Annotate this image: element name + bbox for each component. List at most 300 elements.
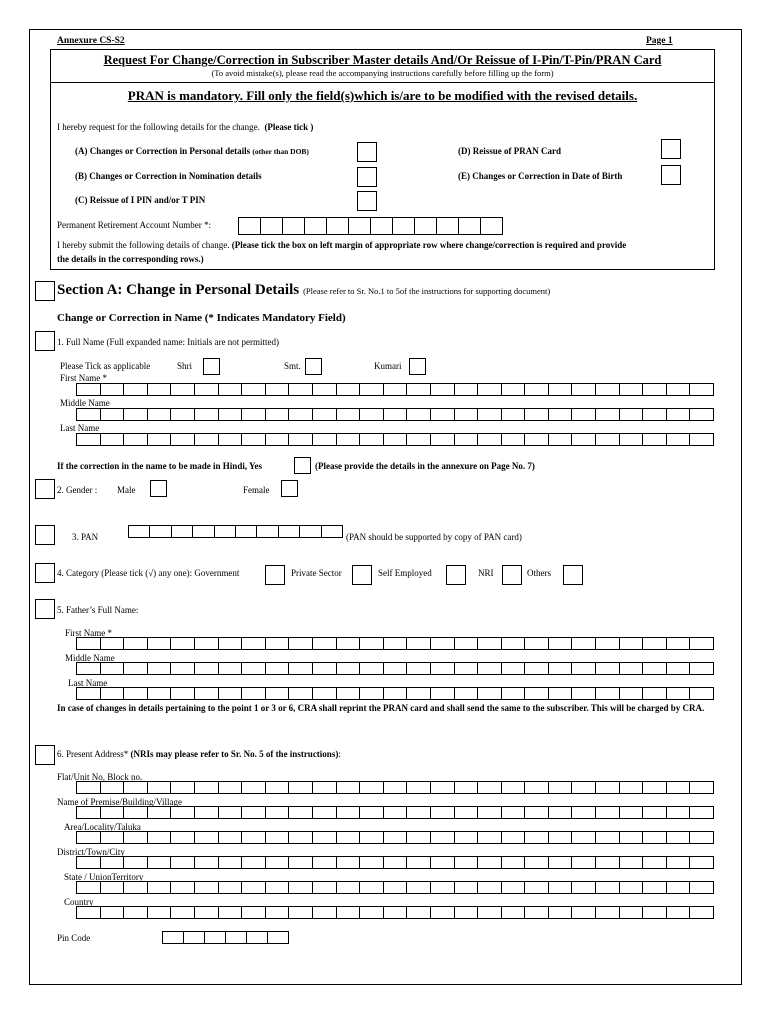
char-box[interactable] [407,906,431,919]
char-box[interactable] [163,931,184,944]
char-box[interactable] [478,881,502,894]
char-box[interactable] [289,687,313,700]
char-box[interactable] [596,637,620,650]
char-box[interactable] [77,781,101,794]
char-box[interactable] [549,687,573,700]
char-box[interactable] [690,637,714,650]
char-box[interactable] [239,217,261,235]
char-box[interactable] [171,662,195,675]
char-box[interactable] [620,662,644,675]
char-box[interactable] [596,687,620,700]
char-box[interactable] [266,408,290,421]
char-box[interactable] [360,687,384,700]
char-box[interactable] [620,856,644,869]
char-box[interactable] [242,662,266,675]
char-box[interactable] [101,906,125,919]
char-box[interactable] [101,433,125,446]
char-box[interactable] [690,662,714,675]
char-box[interactable] [171,906,195,919]
char-box[interactable] [171,687,195,700]
char-box[interactable] [150,525,171,538]
char-box[interactable] [620,637,644,650]
char-box[interactable] [407,637,431,650]
char-box[interactable] [620,781,644,794]
char-box[interactable] [289,806,313,819]
char-box[interactable] [667,781,691,794]
char-box[interactable] [667,433,691,446]
char-box[interactable] [407,383,431,396]
char-box[interactable] [478,781,502,794]
char-box[interactable] [219,408,243,421]
char-box[interactable] [195,637,219,650]
char-box[interactable] [431,906,455,919]
char-box[interactable] [226,931,247,944]
char-box[interactable] [313,806,337,819]
nri-checkbox[interactable] [502,565,522,585]
char-box[interactable] [77,383,101,396]
char-box[interactable] [266,781,290,794]
char-box[interactable] [101,383,125,396]
char-box[interactable] [360,856,384,869]
char-box[interactable] [337,806,361,819]
char-box[interactable] [572,856,596,869]
char-box[interactable] [242,433,266,446]
char-box[interactable] [257,525,278,538]
char-box[interactable] [124,806,148,819]
address-checkbox[interactable] [35,745,55,765]
char-box[interactable] [337,856,361,869]
char-box[interactable] [643,662,667,675]
char-box[interactable] [77,806,101,819]
government-checkbox[interactable] [265,565,285,585]
char-box[interactable] [101,687,125,700]
char-box[interactable] [337,433,361,446]
char-box[interactable] [124,856,148,869]
char-box[interactable] [620,433,644,446]
char-box[interactable] [289,831,313,844]
char-box[interactable] [384,637,408,650]
char-box[interactable] [266,662,290,675]
char-box[interactable] [242,687,266,700]
char-box[interactable] [360,906,384,919]
char-box[interactable] [349,217,371,235]
last-name-grid[interactable] [76,433,714,446]
char-box[interactable] [549,806,573,819]
char-box[interactable] [242,637,266,650]
char-box[interactable] [407,433,431,446]
char-box[interactable] [572,662,596,675]
char-box[interactable] [313,781,337,794]
char-box[interactable] [337,831,361,844]
char-box[interactable] [195,881,219,894]
char-box[interactable] [667,881,691,894]
char-box[interactable] [620,906,644,919]
char-box[interactable] [171,856,195,869]
char-box[interactable] [219,637,243,650]
char-box[interactable] [313,408,337,421]
father-first-name-grid[interactable] [76,637,714,650]
char-box[interactable] [124,408,148,421]
char-box[interactable] [266,906,290,919]
char-box[interactable] [266,856,290,869]
char-box[interactable] [77,831,101,844]
char-box[interactable] [219,687,243,700]
char-box[interactable] [289,433,313,446]
char-box[interactable] [455,781,479,794]
char-box[interactable] [77,433,101,446]
char-box[interactable] [478,687,502,700]
char-box[interactable] [266,637,290,650]
char-box[interactable] [148,637,172,650]
char-box[interactable] [549,781,573,794]
char-box[interactable] [124,881,148,894]
char-box[interactable] [101,781,125,794]
char-box[interactable] [525,831,549,844]
char-box[interactable] [77,408,101,421]
char-box[interactable] [289,383,313,396]
char-box[interactable] [219,662,243,675]
char-box[interactable] [437,217,459,235]
char-box[interactable] [407,781,431,794]
char-box[interactable] [242,881,266,894]
char-box[interactable] [572,637,596,650]
char-box[interactable] [431,383,455,396]
char-box[interactable] [289,906,313,919]
char-box[interactable] [431,637,455,650]
char-box[interactable] [219,433,243,446]
char-box[interactable] [525,806,549,819]
char-box[interactable] [101,831,125,844]
char-box[interactable] [431,662,455,675]
char-box[interactable] [407,881,431,894]
char-box[interactable] [101,637,125,650]
char-box[interactable] [205,931,226,944]
char-box[interactable] [305,217,327,235]
char-box[interactable] [337,408,361,421]
char-box[interactable] [620,687,644,700]
char-box[interactable] [289,662,313,675]
char-box[interactable] [596,906,620,919]
char-box[interactable] [337,906,361,919]
char-box[interactable] [195,806,219,819]
char-box[interactable] [478,662,502,675]
option-d-checkbox[interactable] [661,139,681,159]
char-box[interactable] [124,906,148,919]
char-box[interactable] [667,637,691,650]
char-box[interactable] [171,637,195,650]
premise-grid[interactable] [76,806,714,819]
char-box[interactable] [236,525,257,538]
char-box[interactable] [283,217,305,235]
char-box[interactable] [478,408,502,421]
char-box[interactable] [360,781,384,794]
char-box[interactable] [643,831,667,844]
char-box[interactable] [572,806,596,819]
char-box[interactable] [77,637,101,650]
char-box[interactable] [643,881,667,894]
char-box[interactable] [690,433,714,446]
char-box[interactable] [313,433,337,446]
char-box[interactable] [572,433,596,446]
char-box[interactable] [667,662,691,675]
char-box[interactable] [184,931,205,944]
char-box[interactable] [360,637,384,650]
char-box[interactable] [549,906,573,919]
char-box[interactable] [620,408,644,421]
char-box[interactable] [360,881,384,894]
char-box[interactable] [407,831,431,844]
char-box[interactable] [455,831,479,844]
char-box[interactable] [455,856,479,869]
char-box[interactable] [596,408,620,421]
char-box[interactable] [572,881,596,894]
char-box[interactable] [266,806,290,819]
char-box[interactable] [549,856,573,869]
char-box[interactable] [431,781,455,794]
char-box[interactable] [667,906,691,919]
char-box[interactable] [219,806,243,819]
char-box[interactable] [219,881,243,894]
char-box[interactable] [643,383,667,396]
char-box[interactable] [195,687,219,700]
char-box[interactable] [384,806,408,819]
char-box[interactable] [690,881,714,894]
char-box[interactable] [455,408,479,421]
option-e-checkbox[interactable] [661,165,681,185]
char-box[interactable] [690,806,714,819]
char-box[interactable] [431,806,455,819]
char-box[interactable] [242,408,266,421]
char-box[interactable] [337,881,361,894]
char-box[interactable] [407,662,431,675]
char-box[interactable] [525,906,549,919]
char-box[interactable] [502,831,526,844]
char-box[interactable] [690,856,714,869]
char-box[interactable] [643,687,667,700]
private-sector-checkbox[interactable] [352,565,372,585]
char-box[interactable] [129,525,150,538]
char-box[interactable] [431,687,455,700]
flat-grid[interactable] [76,781,714,794]
char-box[interactable] [322,525,343,538]
female-checkbox[interactable] [281,480,298,497]
char-box[interactable] [289,856,313,869]
char-box[interactable] [478,831,502,844]
char-box[interactable] [643,856,667,869]
char-box[interactable] [242,831,266,844]
char-box[interactable] [572,408,596,421]
char-box[interactable] [77,906,101,919]
char-box[interactable] [481,217,503,235]
char-box[interactable] [525,637,549,650]
char-box[interactable] [690,831,714,844]
char-box[interactable] [549,433,573,446]
char-box[interactable] [337,687,361,700]
char-box[interactable] [219,831,243,844]
char-box[interactable] [455,637,479,650]
char-box[interactable] [525,433,549,446]
district-grid[interactable] [76,856,714,869]
char-box[interactable] [667,806,691,819]
char-box[interactable] [195,831,219,844]
char-box[interactable] [279,525,300,538]
pran-input-grid[interactable] [238,217,503,235]
char-box[interactable] [431,881,455,894]
char-box[interactable] [219,781,243,794]
char-box[interactable] [478,383,502,396]
char-box[interactable] [124,383,148,396]
char-box[interactable] [384,781,408,794]
char-box[interactable] [407,856,431,869]
char-box[interactable] [171,433,195,446]
char-box[interactable] [525,781,549,794]
char-box[interactable] [101,806,125,819]
char-box[interactable] [690,906,714,919]
char-box[interactable] [195,856,219,869]
char-box[interactable] [195,433,219,446]
char-box[interactable] [572,781,596,794]
char-box[interactable] [172,525,193,538]
char-box[interactable] [667,408,691,421]
char-box[interactable] [407,687,431,700]
char-box[interactable] [219,383,243,396]
char-box[interactable] [124,781,148,794]
char-box[interactable] [101,408,125,421]
char-box[interactable] [148,662,172,675]
char-box[interactable] [620,881,644,894]
char-box[interactable] [643,781,667,794]
char-box[interactable] [384,408,408,421]
char-box[interactable] [549,383,573,396]
char-box[interactable] [407,408,431,421]
option-c-checkbox[interactable] [357,191,377,211]
first-name-grid[interactable] [76,383,714,396]
char-box[interactable] [268,931,289,944]
char-box[interactable] [393,217,415,235]
char-box[interactable] [77,881,101,894]
char-box[interactable] [502,383,526,396]
char-box[interactable] [384,881,408,894]
char-box[interactable] [459,217,481,235]
char-box[interactable] [171,383,195,396]
char-box[interactable] [572,687,596,700]
char-box[interactable] [690,408,714,421]
char-box[interactable] [289,408,313,421]
char-box[interactable] [360,408,384,421]
char-box[interactable] [360,831,384,844]
char-box[interactable] [360,662,384,675]
char-box[interactable] [620,806,644,819]
char-box[interactable] [261,217,283,235]
char-box[interactable] [148,408,172,421]
option-b-checkbox[interactable] [357,167,377,187]
char-box[interactable] [193,525,214,538]
char-box[interactable] [148,906,172,919]
char-box[interactable] [195,383,219,396]
char-box[interactable] [384,856,408,869]
char-box[interactable] [431,831,455,844]
char-box[interactable] [384,687,408,700]
char-box[interactable] [502,881,526,894]
char-box[interactable] [572,383,596,396]
char-box[interactable] [455,806,479,819]
char-box[interactable] [195,781,219,794]
char-box[interactable] [643,806,667,819]
char-box[interactable] [478,637,502,650]
char-box[interactable] [455,662,479,675]
char-box[interactable] [360,383,384,396]
char-box[interactable] [431,408,455,421]
char-box[interactable] [549,408,573,421]
char-box[interactable] [502,806,526,819]
char-box[interactable] [101,856,125,869]
char-box[interactable] [266,687,290,700]
char-box[interactable] [219,906,243,919]
self-employed-checkbox[interactable] [446,565,466,585]
char-box[interactable] [300,525,321,538]
char-box[interactable] [384,906,408,919]
char-box[interactable] [337,637,361,650]
char-box[interactable] [690,687,714,700]
char-box[interactable] [242,781,266,794]
char-box[interactable] [313,637,337,650]
char-box[interactable] [596,433,620,446]
char-box[interactable] [195,408,219,421]
char-box[interactable] [525,687,549,700]
char-box[interactable] [195,662,219,675]
char-box[interactable] [643,906,667,919]
char-box[interactable] [502,433,526,446]
char-box[interactable] [266,383,290,396]
char-box[interactable] [502,781,526,794]
char-box[interactable] [171,806,195,819]
father-middle-name-grid[interactable] [76,662,714,675]
char-box[interactable] [313,906,337,919]
char-box[interactable] [407,806,431,819]
char-box[interactable] [502,637,526,650]
char-box[interactable] [313,687,337,700]
char-box[interactable] [266,881,290,894]
char-box[interactable] [572,906,596,919]
char-box[interactable] [337,383,361,396]
char-box[interactable] [266,433,290,446]
middle-name-grid[interactable] [76,408,714,421]
char-box[interactable] [431,856,455,869]
char-box[interactable] [337,781,361,794]
char-box[interactable] [525,408,549,421]
char-box[interactable] [148,831,172,844]
char-box[interactable] [124,662,148,675]
char-box[interactable] [148,806,172,819]
char-box[interactable] [289,881,313,894]
char-box[interactable] [502,408,526,421]
shri-checkbox[interactable] [203,358,220,375]
char-box[interactable] [620,383,644,396]
char-box[interactable] [195,906,219,919]
char-box[interactable] [247,931,268,944]
char-box[interactable] [690,383,714,396]
char-box[interactable] [148,687,172,700]
char-box[interactable] [478,433,502,446]
char-box[interactable] [643,637,667,650]
char-box[interactable] [101,881,125,894]
father-name-checkbox[interactable] [35,599,55,619]
char-box[interactable] [525,662,549,675]
char-box[interactable] [313,831,337,844]
state-grid[interactable] [76,881,714,894]
char-box[interactable] [596,662,620,675]
char-box[interactable] [384,831,408,844]
